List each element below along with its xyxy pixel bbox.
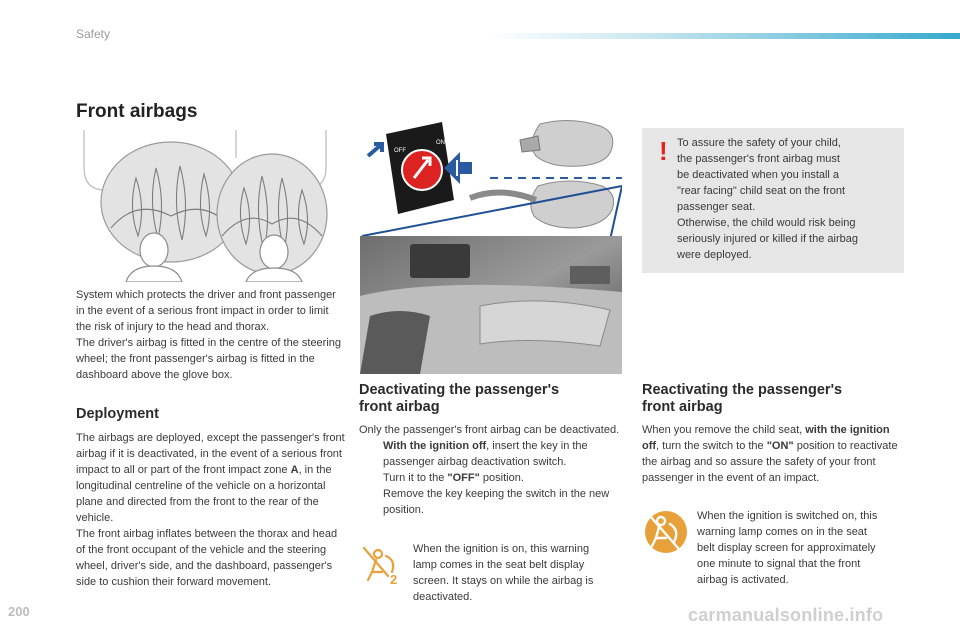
reactivating-paragraph: When you remove the child seat, with the ignition off, turn the switch to the "ON" position to reactivate the airbag and so assure the safety of your front passenger in the event of an impact. (642, 424, 898, 484)
intro-paragraph: The driver's airbag is fitted in the centre of the steering wheel; the front passenger's airbag is fitted in the dashboard above the glove box. (76, 337, 342, 381)
lamp-text-line: screen. It stays on while the airbag is (413, 575, 594, 587)
deactivating-steps (359, 438, 625, 518)
lamp-text-line: one minute to signal that the front (697, 558, 861, 570)
header-accent-bar (486, 33, 960, 39)
lamp-text-line: belt display screen for approximately (697, 542, 876, 554)
warning-line: "rear facing" child seat on the front (677, 185, 846, 197)
lamp-text-line: When the ignition is switched on, this (697, 510, 878, 522)
svg-text:2: 2 (390, 572, 398, 586)
list-item: Turn it to the "OFF" position. (383, 472, 524, 484)
heading-line: Reactivating the passenger's (642, 382, 843, 398)
warning-line: be deactivated when you install a (677, 169, 840, 181)
deactivation-switch (386, 122, 454, 214)
intro-text (76, 287, 346, 383)
key-switch-illustration (360, 116, 622, 240)
section-label: Safety (76, 27, 111, 41)
warning-exclamation-icon: ! (659, 136, 668, 166)
warning-box (642, 128, 904, 273)
deployment-paragraph: The front airbag inflates between the thorax and head of the front occupant of the vehicle and the steering wheel, driver's side, and the dashboard, passenger's side to cushion their forward movement. (76, 528, 338, 588)
intro-paragraph: System which protects the driver and front passenger in the event of a serious front impact in order to limit the risk of injury to the head and thorax. (76, 289, 336, 333)
warning-line: were deployed. (677, 249, 752, 261)
deactivating-heading (359, 382, 559, 416)
switch-off-label: OFF (394, 148, 406, 154)
heading-line: front airbag (359, 399, 440, 415)
heading-line: Deactivating the passenger's (359, 382, 560, 398)
deactivating-intro: Only the passenger's front airbag can be deactivated. (359, 424, 620, 436)
deployment-paragraph: The airbags are deployed, except the passenger's front airbag if it is deactivated, in the event of a serious front impact to all or part of the front impact zone A, in the longitudinal centreline of the vehicle on a horizontal plane and directed from the front to the rear of the vehicle. (76, 432, 345, 524)
deployment-text (76, 430, 348, 590)
deactivating-text (359, 422, 625, 518)
reactivating-text (642, 422, 904, 486)
deployment-heading: Deployment (76, 406, 159, 422)
heading-line: front airbag (642, 399, 723, 415)
deactivated-lamp-text (413, 541, 623, 605)
warning-line: the passenger's front airbag must (677, 153, 840, 165)
watermark: carmanualsonline.info (688, 605, 884, 625)
list-item: With the ignition off, insert the key in the passenger airbag deactivation switch. (383, 440, 588, 468)
activated-lamp-text (697, 508, 907, 588)
reactivating-heading (642, 382, 842, 416)
switch-on-label: ON (436, 140, 445, 146)
dashboard-photo (360, 236, 622, 374)
lamp-text-line: lamp comes in the seat belt display (413, 559, 585, 571)
page-title: Front airbags (76, 101, 198, 122)
warning-text (677, 135, 897, 263)
page-number: 200 (8, 604, 30, 619)
airbag-off-warning-lamp-icon (362, 546, 406, 586)
list-item: Remove the key keeping the switch in the new position. (383, 488, 610, 516)
lamp-text-line: deactivated. (413, 591, 473, 603)
warning-line: passenger seat. (677, 201, 756, 213)
warning-line: Otherwise, the child would risk being (677, 217, 856, 229)
airbag-on-warning-lamp-icon (644, 510, 688, 554)
lamp-text-line: warning lamp comes on in the seat (697, 526, 867, 538)
rotate-arrow-icon (368, 144, 382, 156)
warning-line: seriously injured or killed if the airbag (677, 233, 858, 245)
lamp-text-line: airbag is activated. (697, 574, 789, 586)
airbag-heads-illustration (76, 128, 352, 282)
lamp-text-line: When the ignition is on, this warning (413, 543, 590, 555)
passenger-airbag (217, 154, 327, 282)
warning-line: To assure the safety of your child, (677, 137, 841, 149)
